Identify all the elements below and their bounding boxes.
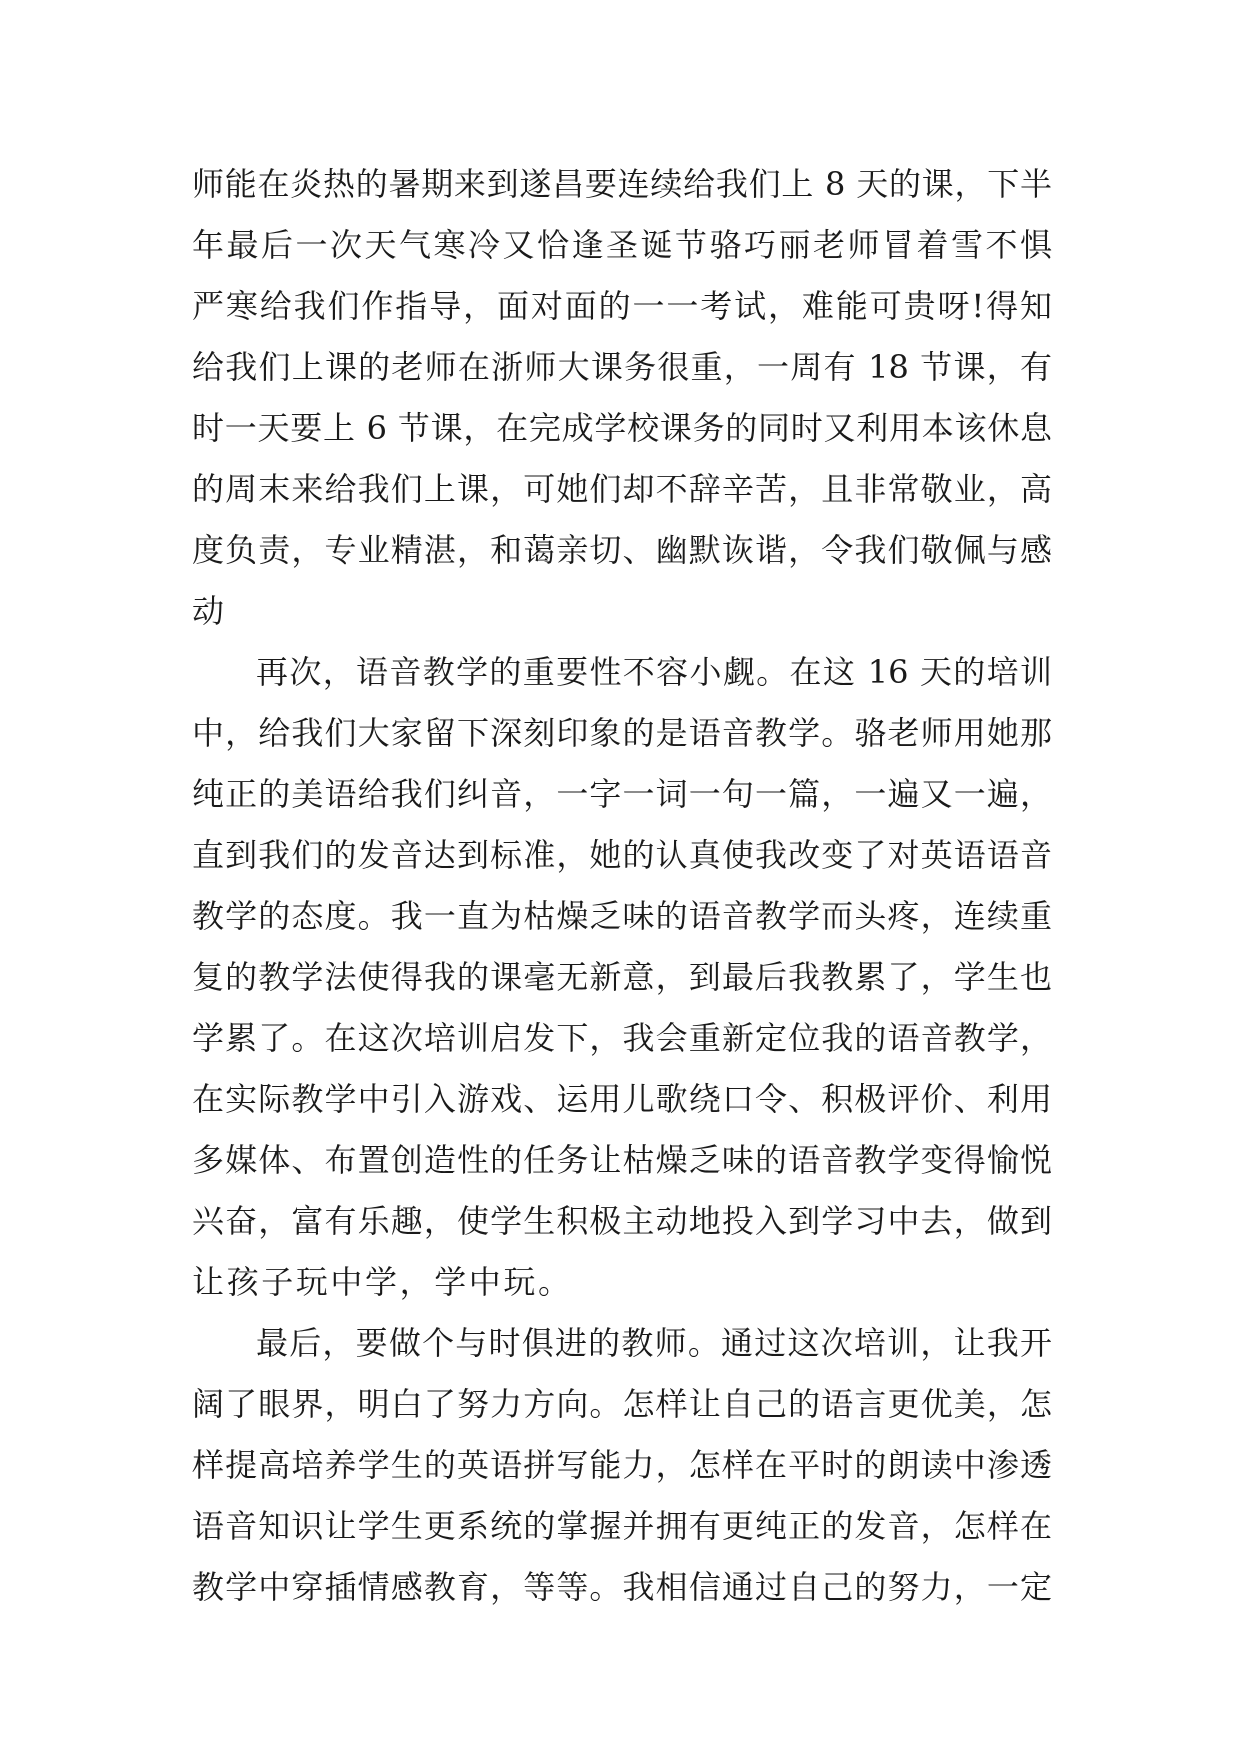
text-line: 纯正的美语给我们纠音，一字一词一句一篇，一遍又一遍， — [192, 775, 1052, 813]
text-line: 语音知识让学生更系统的掌握并拥有更纯正的发音，怎样在 — [192, 1507, 1052, 1545]
text-line: 兴奋，富有乐趣，使学生积极主动地投入到学习中去，做到 — [192, 1202, 1052, 1240]
text-line: 师能在炎热的暑期来到遂昌要连续给我们上 8 天的课，下半 — [192, 165, 1052, 203]
text-line-first: 再次，语音教学的重要性不容小觑。在这 16 天的培训 — [256, 653, 1052, 691]
text-line: 的周末来给我们上课，可她们却不辞辛苦，且非常敬业，高 — [192, 470, 1052, 508]
text-line: 严寒给我们作指导，面对面的一一考试，难能可贵呀!得知 — [192, 287, 1052, 325]
text-line-first: 最后，要做个与时俱进的教师。通过这次培训，让我开 — [256, 1324, 1052, 1362]
text-line: 时一天要上 6 节课，在完成学校课务的同时又利用本该休息 — [192, 409, 1052, 447]
paragraph-teacher-dedication — [192, 154, 1052, 642]
text-line: 在实际教学中引入游戏、运用儿歌绕口令、积极评价、利用 — [192, 1080, 1052, 1118]
paragraph-phonics-teaching — [192, 642, 1052, 1313]
text-line: 度负责，专业精湛，和蔼亲切、幽默诙谐，令我们敬佩与感 — [192, 531, 1052, 569]
text-line: 样提高培养学生的英语拼写能力，怎样在平时的朗读中渗透 — [192, 1446, 1052, 1484]
text-line: 给我们上课的老师在浙师大课务很重，一周有 18 节课，有 — [192, 348, 1052, 386]
text-line: 动 — [192, 592, 227, 630]
text-line: 多媒体、布置创造性的任务让枯燥乏味的语音教学变得愉悦 — [192, 1141, 1052, 1179]
document-body — [192, 154, 1052, 1618]
text-line: 让孩子玩中学，学中玩。 — [192, 1263, 573, 1301]
text-line: 直到我们的发音达到标准，她的认真使我改变了对英语语音 — [192, 836, 1052, 874]
text-line: 教学的态度。我一直为枯燥乏味的语音教学而头疼，连续重 — [192, 897, 1052, 935]
text-line: 阔了眼界，明白了努力方向。怎样让自己的语言更优美，怎 — [192, 1385, 1052, 1423]
text-line: 年最后一次天气寒冷又恰逢圣诞节骆巧丽老师冒着雪不惧 — [192, 226, 1052, 264]
text-line: 教学中穿插情感教育，等等。我相信通过自己的努力，一定 — [192, 1568, 1052, 1606]
text-line: 学累了。在这次培训启发下，我会重新定位我的语音教学， — [192, 1019, 1052, 1057]
text-line: 中，给我们大家留下深刻印象的是语音教学。骆老师用她那 — [192, 714, 1052, 752]
text-line: 复的教学法使得我的课毫无新意，到最后我教累了，学生也 — [192, 958, 1052, 996]
paragraph-keep-pace — [192, 1313, 1052, 1618]
